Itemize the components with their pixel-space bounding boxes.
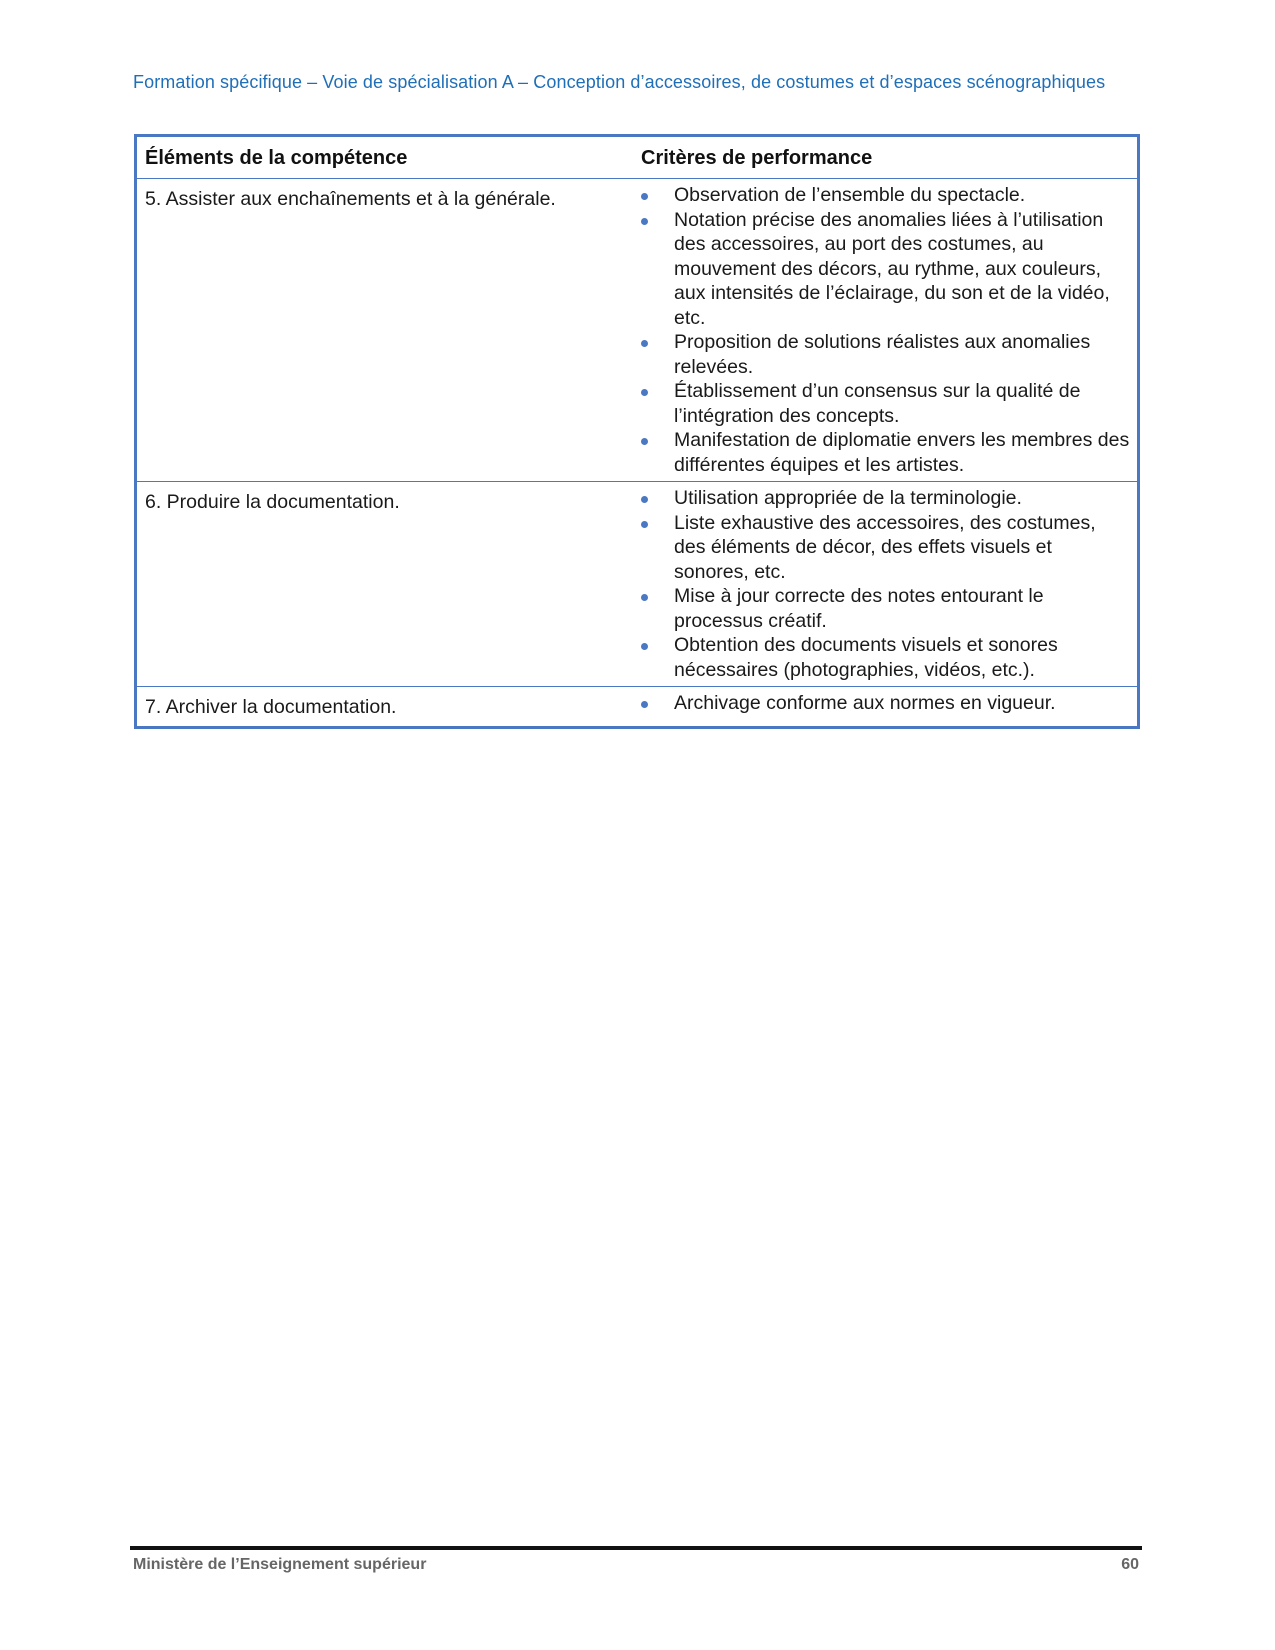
criteria-text: Établissement d’un consensus sur la qualité de l’intégration des concepts.	[674, 380, 1081, 427]
bullet-icon	[641, 193, 648, 200]
bullet-icon	[641, 701, 648, 708]
criteria-item	[633, 584, 1131, 633]
criteria-item	[633, 183, 1131, 208]
bullet-icon	[641, 594, 648, 601]
criteria-text: Proposition de solutions réalistes aux anomalies relevées.	[674, 331, 1091, 378]
column-header-criteria: Critères de performance	[633, 137, 1137, 179]
table-row	[137, 179, 1137, 482]
criteria-item	[633, 633, 1131, 682]
competence-table	[134, 134, 1140, 729]
criteria-item	[633, 330, 1131, 379]
criteria-text: Liste exhaustive des accessoires, des costumes, des éléments de décor, des effets visuels et sonores, etc.	[674, 511, 1096, 583]
criteria-item	[633, 428, 1131, 477]
column-header-elements: Éléments de la compétence	[137, 137, 633, 179]
criteria-list	[633, 691, 1131, 716]
bullet-icon	[641, 643, 648, 650]
bullet-icon	[641, 389, 648, 396]
bullet-icon	[641, 218, 648, 225]
criteria-cell	[633, 179, 1137, 482]
criteria-list	[633, 183, 1131, 477]
criteria-text: Archivage conforme aux normes en vigueur.	[674, 692, 1056, 714]
criteria-text: Manifestation de diplomatie envers les membres des différentes équipes et les artistes.	[674, 429, 1130, 476]
bullet-icon	[641, 438, 648, 445]
table-row	[137, 482, 1137, 687]
page-number: 60	[1121, 1556, 1139, 1573]
table-header-row	[137, 137, 1137, 179]
criteria-text: Obtention des documents visuels et sonores nécessaires (photographies, vidéos, etc.).	[674, 634, 1058, 681]
footer-publisher: Ministère de l’Enseignement supérieur	[133, 1556, 427, 1573]
element-cell: 6. Produire la documentation.	[137, 482, 633, 687]
running-header: Formation spécifique – Voie de spécialisation A – Conception d’accessoires, de costumes et d’espaces scénographiques	[133, 72, 1106, 92]
criteria-item	[633, 486, 1131, 511]
bullet-icon	[641, 521, 648, 528]
criteria-cell	[633, 482, 1137, 687]
criteria-item	[633, 208, 1131, 331]
criteria-text: Observation de l’ensemble du spectacle.	[674, 184, 1026, 206]
element-cell: 5. Assister aux enchaînements et à la générale.	[137, 179, 633, 482]
criteria-list	[633, 486, 1131, 682]
criteria-item	[633, 379, 1131, 428]
criteria-item	[633, 511, 1131, 585]
criteria-item	[633, 691, 1131, 716]
criteria-text: Utilisation appropriée de la terminologie.	[674, 487, 1022, 509]
table-row	[137, 687, 1137, 726]
bullet-icon	[641, 496, 648, 503]
criteria-cell	[633, 687, 1137, 726]
footer-rule	[130, 1546, 1142, 1550]
criteria-text: Notation précise des anomalies liées à l’utilisation des accessoires, au port des costumes, au mouvement des décors, au rythme, aux couleurs, aux intensités de l’éclairage, du son et de la vidéo, etc.	[674, 208, 1110, 329]
criteria-text: Mise à jour correcte des notes entourant le processus créatif.	[674, 585, 1044, 632]
element-cell: 7. Archiver la documentation.	[145, 696, 397, 718]
bullet-icon	[641, 340, 648, 347]
